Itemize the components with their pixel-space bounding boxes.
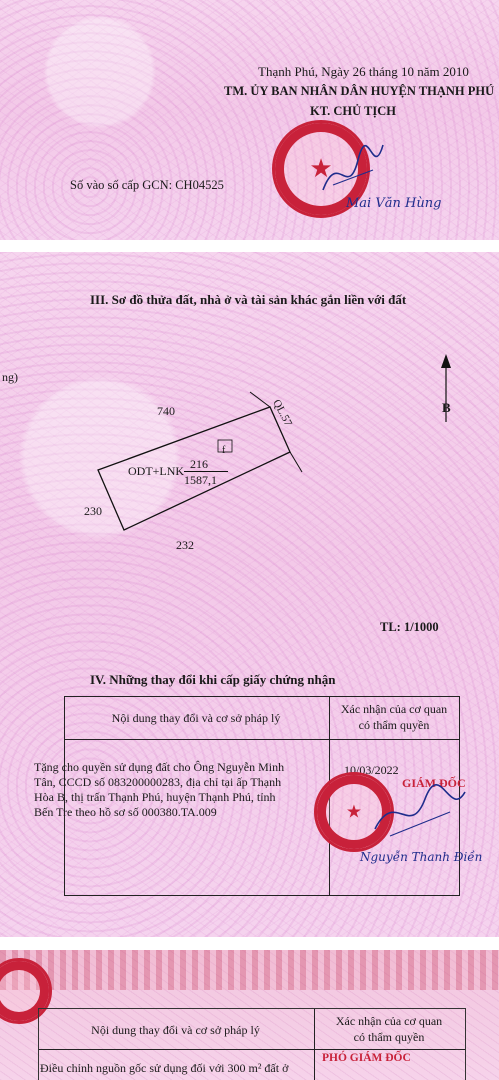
issuing-authority: TM. ỦY BAN NHÂN DÂN HUYỆN THẠNH PHÚ xyxy=(224,84,495,98)
change-row-1-title: GIÁM ĐỐC xyxy=(402,776,466,790)
certificate-page-top xyxy=(0,0,499,240)
continued-header-content: Nội dung thay đổi và cơ sở pháp lý xyxy=(91,1023,260,1037)
change-row-1-line-3: Hòa B, thị trấn Thạnh Phú, huyện Thạnh Phú, tỉnh xyxy=(34,790,276,804)
registry-number: Số vào số cấp GCN: CH04525 xyxy=(70,178,224,192)
parcel-edge-left: 230 xyxy=(84,504,102,518)
change-row-1-line-4: Bến Tre theo hồ sơ số 000380.TA.009 xyxy=(34,805,217,819)
signer-position: KT. CHỦ TỊCH xyxy=(310,104,397,118)
continued-header-authority-line2: có thẩm quyền xyxy=(353,1030,425,1044)
certificate-page-bottom xyxy=(0,950,499,1080)
parcel-area: 1587,1 xyxy=(184,473,217,487)
issue-date: Thạnh Phú, Ngày 26 tháng 10 năm 2010 xyxy=(258,64,469,79)
section-4-title: IV. Những thay đổi khi cấp giấy chứng nhận xyxy=(90,672,336,687)
continued-header-authority-line1: Xác nhận của cơ quan xyxy=(335,1014,443,1028)
road-label: QL.57 xyxy=(270,397,295,429)
signer-name: Mai Văn Hùng xyxy=(346,196,442,211)
change-row-1-line-2: Tân, CCCD số 083200000283, địa chỉ tại ấp Thạnh xyxy=(34,775,282,789)
table-header-content: Nội dung thay đổi và cơ sở pháp lý xyxy=(111,711,281,725)
department-signature-icon xyxy=(370,784,470,844)
change-row-1-date: 10/03/2022 xyxy=(344,763,399,777)
signature-scribble-icon xyxy=(318,140,388,200)
certificate-page-diagram xyxy=(0,252,499,937)
table-header-authority-line2: có thẩm quyền xyxy=(358,718,430,732)
change-row-1-line-1: Tặng cho quyền sử dụng đất cho Ông Nguyễn Minh xyxy=(34,760,285,774)
table-header-authority-line1: Xác nhận của cơ quan xyxy=(340,702,448,716)
map-scale: TL: 1/1000 xyxy=(380,620,439,634)
parcel-edge-top: 740 xyxy=(157,404,175,418)
land-use-type: ODT+LNK xyxy=(128,464,185,478)
parcel-marker: f xyxy=(222,445,226,456)
left-edge-fragment: ng) xyxy=(2,370,18,384)
decorative-border xyxy=(0,950,499,990)
seal-star-icon: ★ xyxy=(309,154,333,183)
continued-row-1-title: PHÓ GIÁM ĐỐC xyxy=(322,1052,411,1064)
department-seal-star-icon: ★ xyxy=(345,801,363,822)
parcel-number: 216 xyxy=(190,457,208,471)
section-3-title: III. Sơ đồ thửa đất, nhà ở và tài sản khác gắn liền với đất xyxy=(90,292,407,307)
parcel-edge-bottom: 232 xyxy=(176,538,194,552)
fraction-bar xyxy=(184,471,228,472)
change-row-1-signer: Nguyễn Thanh Điền xyxy=(360,850,483,864)
continued-row-1-content: Điều chỉnh nguồn gốc sử dụng đối với 300 m² đất ở xyxy=(40,1061,289,1075)
north-label: B xyxy=(442,400,451,415)
